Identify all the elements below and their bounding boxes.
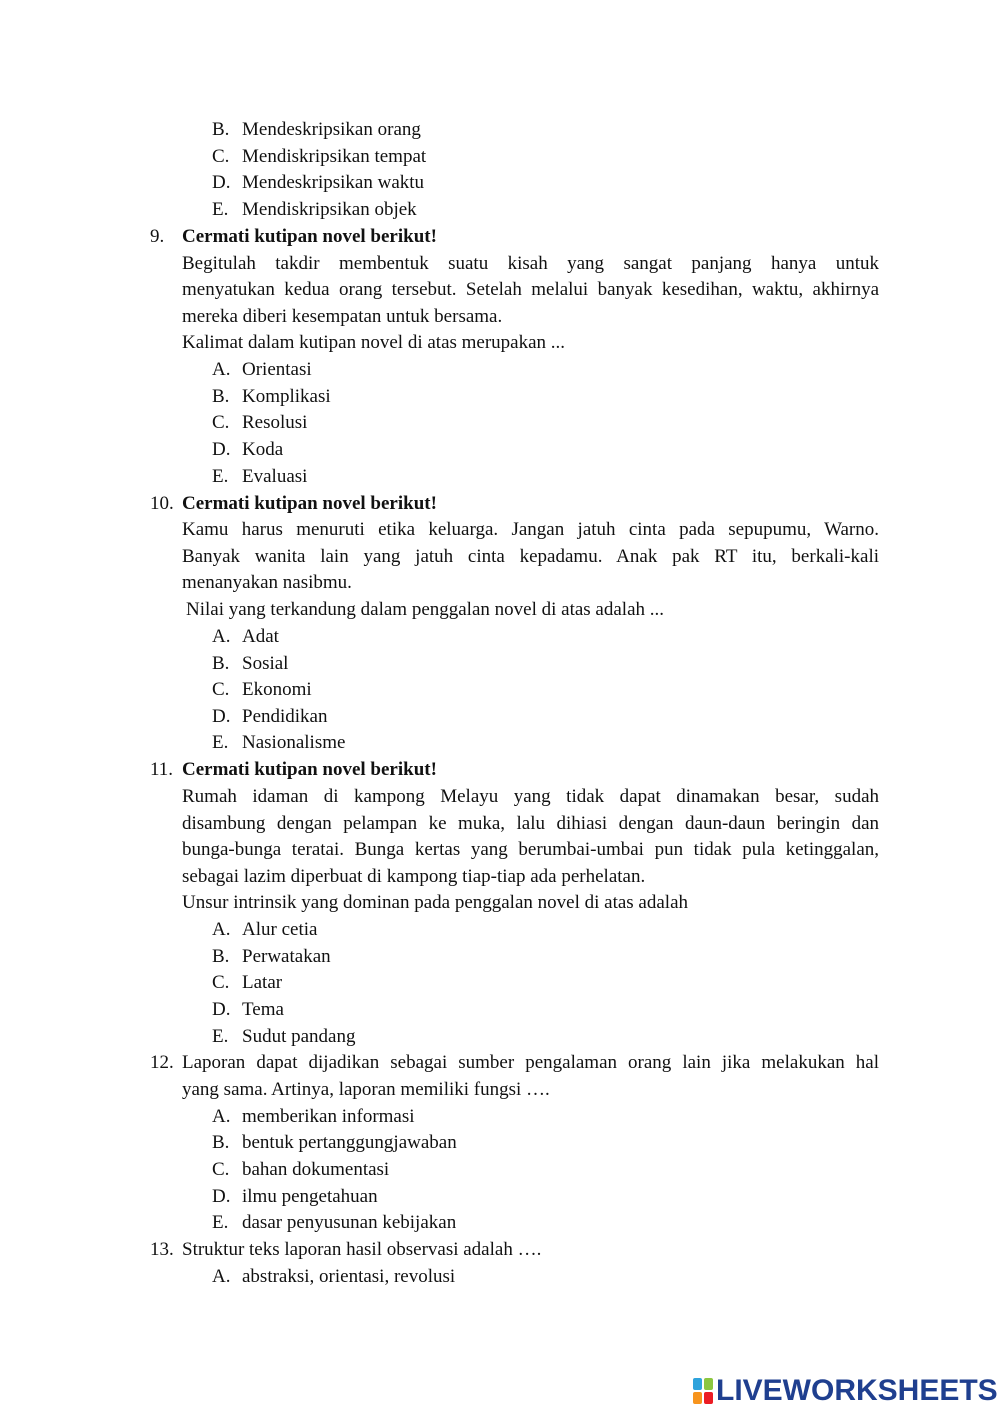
q12-option-a[interactable]: A. memberikan informasi — [212, 1106, 415, 1127]
q12-number: 12. — [150, 1052, 174, 1073]
q10-passage-line: menanyakan nasibmu. — [182, 572, 352, 593]
q12-question-line: Laporan dapat dijadikan sebagai sumber pengalaman orang lain jika melakukan hal — [182, 1052, 879, 1073]
logo-square — [704, 1378, 713, 1390]
q9-passage-line: mereka diberi kesempatan untuk bersama. — [182, 306, 503, 327]
q11-passage-line: bunga-bunga teratai. Bunga kertas yang berumbai-umbai pun tidak pula ketinggalan, — [182, 839, 879, 860]
q13-option-a[interactable]: A. abstraksi, orientasi, revolusi — [212, 1266, 456, 1287]
q8-option-b[interactable]: B. Mendeskripsikan orang — [212, 119, 421, 140]
q10-number: 10. — [150, 493, 174, 514]
q9-option-e[interactable]: E. Evaluasi — [212, 466, 308, 487]
q11-option-a[interactable]: A. Alur cetia — [212, 919, 318, 940]
q9-heading: Cermati kutipan novel berikut! — [182, 226, 437, 247]
q11-number: 11. — [150, 759, 174, 780]
q10-passage-line: Kamu harus menuruti etika keluarga. Jangan jatuh cinta pada sepupumu, Warno. — [182, 519, 879, 540]
q12-option-e[interactable]: E. dasar penyusunan kebijakan — [212, 1212, 457, 1233]
q9-option-a[interactable]: A. Orientasi — [212, 359, 312, 380]
q8-option-e[interactable]: E. Mendiskripsikan objek — [212, 199, 417, 220]
q8-option-d[interactable]: D. Mendeskripsikan waktu — [212, 172, 425, 193]
q10-heading: Cermati kutipan novel berikut! — [182, 493, 437, 514]
q8-option-c[interactable]: C. Mendiskripsikan tempat — [212, 146, 427, 167]
q12-option-d[interactable]: D. ilmu pengetahuan — [212, 1186, 378, 1207]
q9-question: Kalimat dalam kutipan novel di atas merupakan ... — [182, 332, 566, 353]
q9-number: 9. — [150, 226, 165, 247]
q11-option-d[interactable]: D. Tema — [212, 999, 284, 1020]
q11-question: Unsur intrinsik yang dominan pada penggalan novel di atas adalah — [182, 892, 689, 913]
logo-text: LIVEWORKSHEETS — [716, 1374, 998, 1407]
logo-square — [693, 1378, 702, 1390]
logo-square — [704, 1392, 713, 1404]
logo-square — [693, 1392, 702, 1404]
q13-question: Struktur teks laporan hasil observasi adalah …. — [182, 1239, 542, 1260]
q10-passage-line: Banyak wanita lain yang jatuh cinta kepadamu. Anak pak RT itu, berkali-kali — [182, 546, 879, 567]
q11-passage-line: disambung dengan pelampan ke muka, lalu dihiasi dengan daun-daun beringin dan — [182, 813, 879, 834]
liveworksheets-logo-icon — [693, 1378, 713, 1404]
q10-question: Nilai yang terkandung dalam penggalan novel di atas adalah ... — [186, 599, 665, 620]
q10-option-a[interactable]: A. Adat — [212, 626, 279, 647]
q10-option-d[interactable]: D. Pendidikan — [212, 706, 328, 727]
q12-option-b[interactable]: B. bentuk pertanggungjawaban — [212, 1132, 457, 1153]
q11-option-e[interactable]: E. Sudut pandang — [212, 1026, 356, 1047]
q9-option-b[interactable]: B. Komplikasi — [212, 386, 331, 407]
q10-option-e[interactable]: E. Nasionalisme — [212, 732, 346, 753]
q11-passage-line: sebagai lazim diperbuat di kampong tiap-tiap ada perhelatan. — [182, 866, 646, 887]
q10-option-c[interactable]: C. Ekonomi — [212, 679, 312, 700]
q11-option-c[interactable]: C. Latar — [212, 972, 283, 993]
q12-question-line: yang sama. Artinya, laporan memiliki fungsi …. — [182, 1079, 550, 1100]
q10-option-b[interactable]: B. Sosial — [212, 653, 289, 674]
q11-option-b[interactable]: B. Perwatakan — [212, 946, 331, 967]
q11-heading: Cermati kutipan novel berikut! — [182, 759, 437, 780]
q9-passage-line: Begitulah takdir membentuk suatu kisah yang sangat panjang hanya untuk — [182, 253, 879, 274]
q11-passage-line: Rumah idaman di kampong Melayu yang tidak dapat dinamakan besar, sudah — [182, 786, 879, 807]
q12-option-c[interactable]: C. bahan dokumentasi — [212, 1159, 390, 1180]
q9-passage-line: menyatukan kedua orang tersebut. Setelah melalui banyak kesedihan, waktu, akhirnya — [182, 279, 879, 300]
q9-option-c[interactable]: C. Resolusi — [212, 412, 308, 433]
liveworksheets-logo — [693, 1376, 998, 1406]
q13-number: 13. — [150, 1239, 174, 1260]
q9-option-d[interactable]: D. Koda — [212, 439, 284, 460]
